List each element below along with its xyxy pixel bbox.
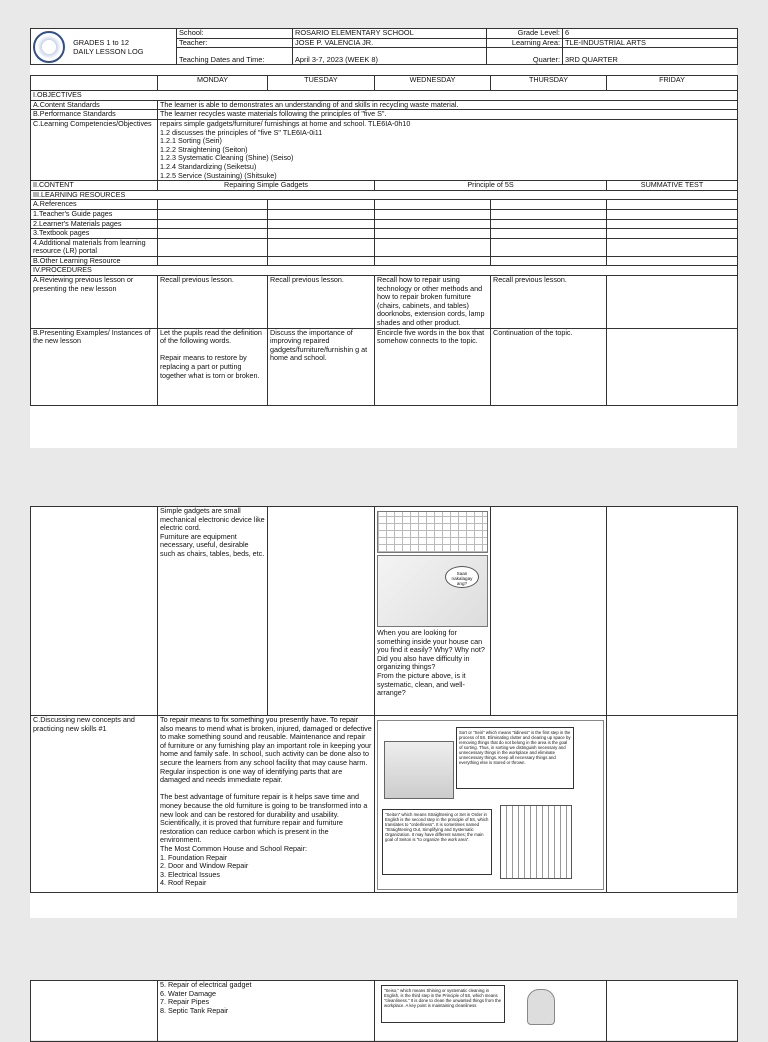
lesson-log-page-3	[30, 980, 737, 1040]
five-s-illustration	[377, 720, 604, 890]
seiso-cell	[375, 981, 607, 1042]
seiton-text-box: "Seiton" which means Straightening or Set in Order in English is the second step in the principle of 5S, which translates to "orderliness". It is sometimes named "Straightening Out, Simplifying and Systematic Organization. It may have different names; the main goal of Seiton is "to organize the work area".	[382, 809, 492, 875]
procedure-a-tue: Recall previous lesson.	[268, 276, 375, 329]
procedure-b-thu: Continuation of the topic.	[491, 328, 607, 405]
repair-list-cont: 5. Repair of electrical gadget 6. Water Damage 7. Repair Pipes 8. Septic Tank Repair	[158, 981, 375, 1042]
competencies-label: C.Learning Competencies/Objectives	[31, 119, 158, 180]
procedure-a-mon: Recall previous lesson.	[158, 276, 268, 329]
teacher-value: JOSE P. VALENCIA JR.	[293, 38, 487, 48]
lesson-log-page-2	[30, 506, 737, 918]
procedure-b-mon: Let the pupils read the definition of the following words. Repair means to restore by replacing a part or putting together what is torn or broken.	[158, 328, 268, 405]
word-search-cell	[375, 507, 491, 716]
content-wed-thu: Principle of 5S	[375, 181, 607, 191]
procedure-b-tue: Discuss the importance of improving repaired gadgets/furniture/furnishin g at home and school.	[268, 328, 375, 405]
resource-row: 4.Additional materials from learning resource (LR) portal	[31, 238, 158, 256]
procedure-b-wed-cont: When you are looking for something inside your house can you find it easily? Why? Why not? Did you also have difficulty in organizing things? From the picture above, is it systematic, clean, and well-arrange?	[377, 628, 485, 698]
day-friday: FRIDAY	[607, 76, 738, 91]
cleaning-figure-image	[527, 989, 555, 1025]
procedure-b-label: B.Presenting Examples/ Instances of the new lesson	[31, 328, 158, 405]
grade-label: Grade Level:	[487, 29, 563, 39]
tool-cabinet-image	[500, 805, 572, 879]
dates-label: Teaching Dates and Time:	[177, 48, 293, 65]
shelf-image	[384, 741, 454, 799]
area-label: Learning Area:	[487, 38, 563, 48]
resource-row: 2.Learner's Materials pages	[31, 219, 158, 229]
resources-heading: III.LEARNING RESOURCES	[31, 190, 738, 200]
resource-row: A.References	[31, 200, 158, 210]
resource-row: B.Other Learning Resource	[31, 256, 158, 266]
performance-standards-value: The learner recycles waste materials following the principles of "five S".	[158, 110, 738, 120]
content-standards-label: A.Content Standards	[31, 100, 158, 110]
corner-cell	[31, 76, 158, 91]
lesson-table-cont	[30, 506, 738, 893]
content-fri: SUMMATIVE TEST	[607, 181, 738, 191]
speech-bubble: Saan nakalagay ang?	[445, 566, 479, 588]
procedure-a-wed: Recall how to repair using technology or other methods and how to repair broken furniture (chairs, cabinets, and tables) doorknobs, extension cords, lamp shades and other product.	[375, 276, 491, 329]
school-value: ROSARIO ELEMENTARY SCHOOL	[293, 29, 487, 39]
procedure-b-mon-cont: Simple gadgets are small mechanical electronic device like electric cord. Furniture are equipment necessary, useful, desirable such as chairs, tables, beds, etc.	[158, 507, 268, 716]
procedure-b-wed: Encircle five words in the box that somehow connects to the topic.	[375, 328, 491, 405]
lesson-table-cont-2	[30, 980, 738, 1042]
school-label: School:	[177, 29, 293, 39]
lesson-log-page-1	[30, 28, 737, 448]
procedures-heading: IV.PROCEDURES	[31, 266, 738, 276]
quarter-value: 3RD QUARTER	[563, 48, 738, 65]
area-value: TLE-INDUSTRIAL ARTS	[563, 38, 738, 48]
day-monday: MONDAY	[158, 76, 268, 91]
day-wednesday: WEDNESDAY	[375, 76, 491, 91]
content-mon-tue: Repairing Simple Gadgets	[158, 181, 375, 191]
seiso-text-box: "Seiso," which means Shining or systematic cleaning in English, is the third step in the Principle of 5S, which means "cleanliness." It is done to clean the unwanted things from the workplace. A key point is maintaining cleanliness	[381, 985, 505, 1023]
lesson-table	[30, 75, 738, 405]
objectives-heading: I.OBJECTIVES	[31, 91, 738, 101]
competencies-value: repairs simple gadgets/furniture/ furnishings at home and school. TLE6IA-0h10 1.2 discusses the principles of "five S" TLE6IA-0i11 1.2.1 Sorting (Seiri) 1.2.2 Straightening (Seiton) 1.2.3 Systematic Cleaning (Shine) (Seiso) 1.2.4 Standardizing (Seiketsu) 1.2.5 Service (Sustaining) (Shitsuke)	[158, 119, 738, 180]
messy-room-image	[377, 555, 488, 627]
procedure-c-label: C.Discussing new concepts and practicing new skills #1	[31, 716, 158, 893]
day-tuesday: TUESDAY	[268, 76, 375, 91]
teacher-label: Teacher:	[177, 38, 293, 48]
content-heading: II.CONTENT	[31, 181, 158, 191]
grade-value: 6	[563, 29, 738, 39]
deped-seal-icon	[33, 31, 65, 63]
content-standards-value: The learner is able to demonstrates an understanding of and skills in recycling waste material.	[158, 100, 738, 110]
seiso-illustration	[377, 983, 604, 1023]
resource-row: 3.Textbook pages	[31, 229, 158, 239]
header-table	[30, 28, 738, 65]
procedure-a-thu: Recall previous lesson.	[491, 276, 607, 329]
sort-text-box: Sort or "Seiri" which means "tidiness" is the first step in the process of 5S. Eliminating clutter and clearing up space by removing things that do not belong in the area is the goal of sorting. Thus, in sorting we distinguish necessary and unnecessary things in the workplace and eliminate unnecessary things. Keep all necessary things and everything else is stored or thrown.	[456, 727, 574, 789]
word-search-grid-image	[377, 511, 488, 553]
dates-value: April 3-7, 2023 (WEEK 8)	[293, 48, 487, 65]
procedure-a-label: A.Reviewing previous lesson or presenting the new lesson	[31, 276, 158, 329]
procedure-c-mon: To repair means to fix something you presently have. To repair also means to mend what is broken, injured, damaged or defective to make something sound and reusable. Maintenance and repair of furniture or any furnishing play an important role in keeping your home and family safe. In school, such activity can be done also to secure the learners from any school facility that may cause harm. Regular inspection is one way of identifying parts that are damaged and needs immediate repair. The best advantage of furniture repair is it helps save time and money because the old furniture is going to be transformed into a new look and can be restored for durability and usability. Scientifically, it is proved that furniture repair and furniture restoration can reduce carbon which is present in the environment. The Most Common House and School Repair: 1. Foundation Repair 2. Door and Window Repair 3. Electrical Issues 4. Roof Repair	[158, 716, 375, 893]
five-s-illustration-cell	[375, 716, 607, 893]
quarter-label: Quarter:	[487, 48, 563, 65]
log-title: GRADES 1 to 12 DAILY LESSON LOG	[73, 37, 144, 56]
day-thursday: THURSDAY	[491, 76, 607, 91]
deped-logo-cell	[31, 29, 177, 65]
resource-row: 1.Teacher's Guide pages	[31, 209, 158, 219]
performance-standards-label: B.Performance Standards	[31, 110, 158, 120]
